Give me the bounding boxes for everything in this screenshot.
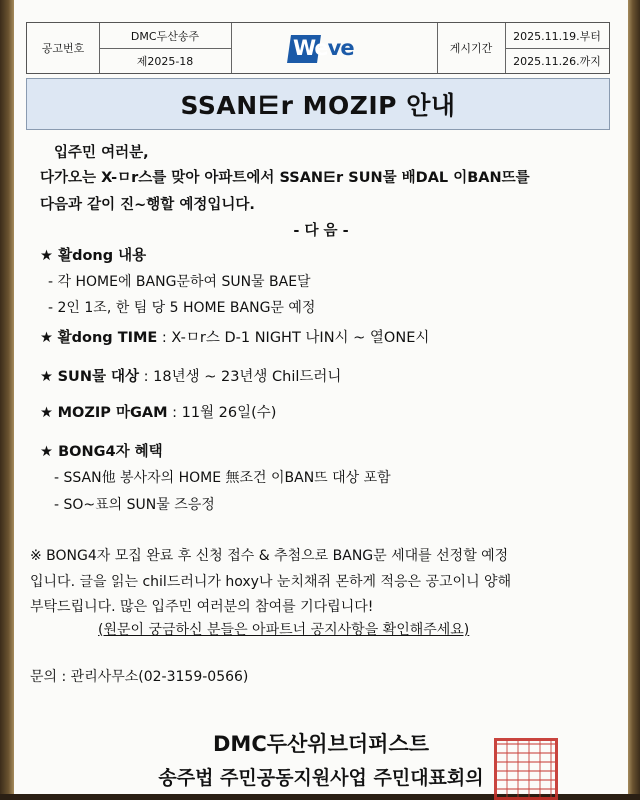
posting-period-label: 게시기간	[449, 42, 493, 55]
complex-name: DMC두산송주	[130, 29, 200, 43]
logo-text-accent: ve	[327, 36, 354, 60]
section-label: 활dong TIME	[57, 330, 158, 346]
intro-line-2: 다음과 같이 진~행할 예정입니다.	[40, 197, 255, 213]
benefit-item: - SO~표의 SUN물 즈응정	[54, 497, 215, 513]
section-label: 활dong 내용	[58, 248, 147, 264]
notice-number: 제2025-18	[136, 54, 194, 68]
period-start: 2025.11.19.부터	[513, 29, 601, 43]
activity-item: - 각 HOME에 BANG문하여 SUN물 BAE달	[48, 274, 311, 290]
section-time	[40, 328, 429, 348]
notice-line-1: ※ BONG4자 모집 완료 후 신청 접수 & 추첨으로 BANG문 세대를 선정할 예정	[30, 548, 509, 564]
right-background-edge	[628, 0, 640, 794]
left-background-edge	[0, 0, 14, 794]
greeting: 입주민 여러분,	[54, 145, 149, 161]
star-icon: ★	[40, 369, 53, 385]
weve-logo	[289, 33, 359, 65]
period-end: 2025.11.26.까지	[513, 54, 601, 68]
star-icon: ★	[40, 248, 53, 264]
section-value: : X-ㅁr스 D-1 NIGHT 나IN시 ~ 열ONE시	[157, 330, 430, 346]
section-value: : 18년생 ~ 23년생 Chil드러니	[139, 369, 342, 385]
header-table	[26, 22, 610, 74]
signature-line-2: 송주법 주민공동지원사업 주민대표회의	[158, 767, 484, 789]
divider-text: - 다 음 -	[293, 223, 349, 239]
section-label: BONG4자 혜택	[58, 444, 163, 460]
benefit-item: - SSAN他 봉사자의 HOME 無조건 이BAN뜨 대상 포함	[54, 470, 391, 486]
notice-number-label: 공고번호	[41, 42, 85, 55]
notice-line-3: 부탁드립니다. 많은 입주민 여러분의 참여를 기다립니다!	[30, 599, 374, 615]
contact-info: 문의 : 관리사무소(02-3159-0566)	[30, 669, 249, 685]
star-icon: ★	[40, 405, 53, 421]
star-icon: ★	[40, 330, 53, 346]
signature-line-1: DMC두산위브더퍼스트	[212, 732, 430, 756]
section-label: SUN물 대상	[57, 369, 140, 385]
notice-line-4: (원문이 궁금하신 분들은 아파트너 공지사항을 확인해주세요)	[98, 622, 470, 638]
star-icon: ★	[40, 444, 53, 460]
logo-text-main: We	[293, 36, 328, 60]
notice-line-2: 입니다. 글을 읽는 chil드러니가 hoxy나 눈치채쥐 몬하게 적응은 공고이니 양해	[30, 574, 512, 590]
section-value: : 11월 26일(수)	[167, 405, 277, 421]
section-benefits	[40, 442, 163, 462]
section-deadline	[40, 403, 276, 423]
document-title: SSAN⋿r MOZIP 안내	[26, 78, 610, 130]
section-label: MOZIP 마GAM	[57, 405, 168, 421]
notice-document	[14, 0, 628, 794]
official-seal-stamp	[494, 738, 558, 800]
section-activity	[40, 246, 146, 266]
activity-item: - 2인 1조, 한 팀 당 5 HOME BANG문 예정	[48, 300, 316, 316]
intro-line-1: 다가오는 X-ㅁr스를 맞아 아파트에서 SSAN⋿r SUN물 배DAL 이BAN뜨를	[40, 170, 530, 186]
section-target	[40, 367, 341, 387]
